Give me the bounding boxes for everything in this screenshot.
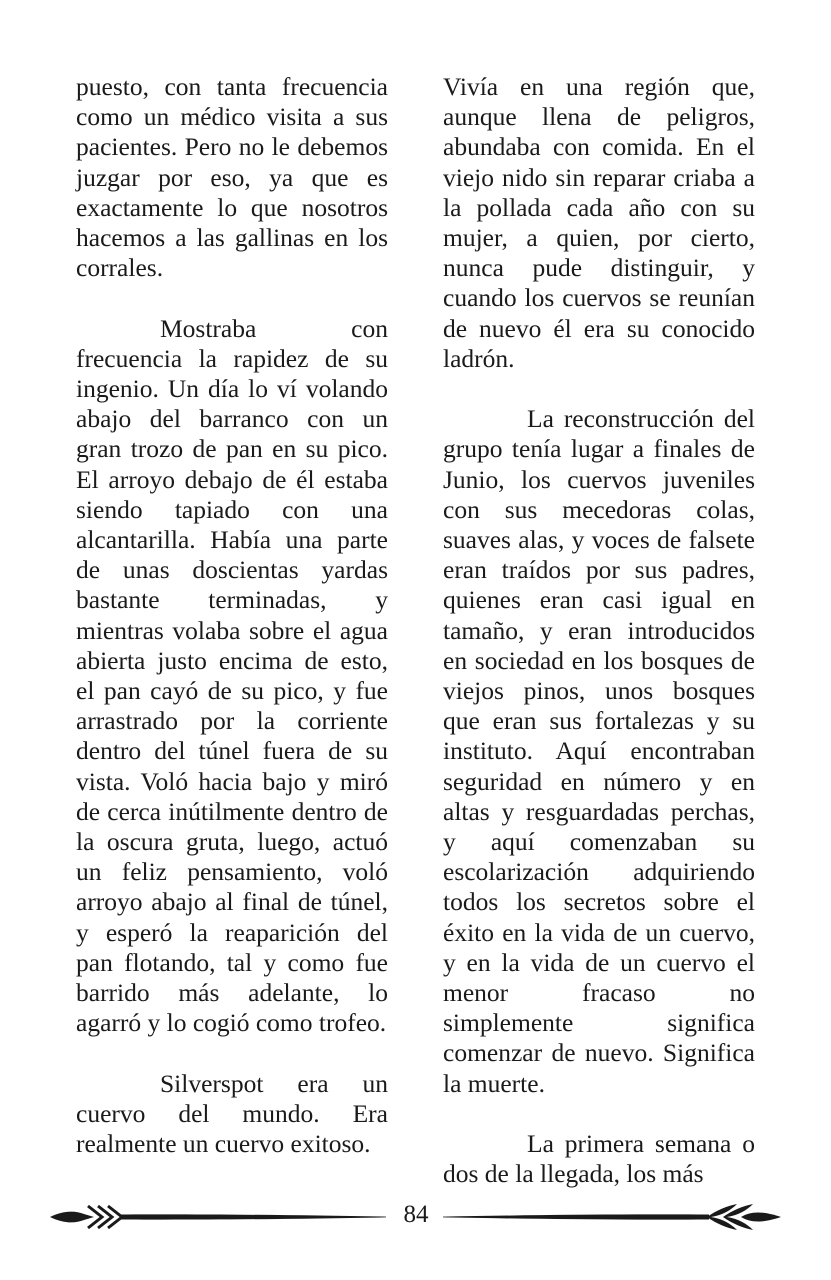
arrow-flourish-right-icon	[441, 1190, 783, 1244]
paragraph: puesto, con tanta frecuencia como un médico visita a sus pacientes. Pero no le debemos juzgar por eso, ya que es exactamente lo que nosotros hacemos a las gallinas en los corrales.	[76, 72, 388, 283]
left-column	[76, 72, 388, 1159]
page-footer	[0, 1190, 831, 1244]
paragraph: Silverspot era un cuervo del mundo. Era realmente un cuervo exitoso.	[76, 1068, 388, 1159]
right-column	[443, 72, 755, 1189]
paragraph: La reconstrucción del grupo tenía lugar a finales de Junio, los cuervos juveniles con sus mecedoras colas, suaves alas, y voces de falsete eran traídos por sus padres, quienes eran casi igual en tamaño, y eran introducidos en sociedad en los bosques de viejos pinos, unos bosques que eran sus fortalezas y su instituto. Aquí encontraban seguridad en número y en altas y resguardadas perchas, y aquí comenzaban su escolarización adquiriendo todos los secretos sobre el éxito en la vida de un cuervo, y en la vida de un cuervo el menor fracaso no simplemente significa comenzar de nuevo. Significa la muerte.	[443, 404, 755, 1098]
page-number: 84	[403, 1201, 429, 1228]
paragraph: La primera semana o dos de la llegada, los más	[443, 1129, 755, 1189]
paragraph: Vivía en una región que, aunque llena de peligros, abundaba con comida. En el viejo nido sin reparar criaba a la pollada cada año con su mujer, a quien, por cierto, nunca pude distinguir, y cuando los cuervos se reunían de nuevo él era su conocido ladrón.	[443, 72, 755, 373]
paragraph: Mostraba con frecuencia la rapidez de su ingenio. Un día lo ví volando abajo del barranco con un gran trozo de pan en su pico. El arroyo debajo de él estaba siendo tapiado con una alcantarilla. Había una parte de unas doscientas yardas bastante terminadas, y mientras volaba sobre el agua abierta justo encima de esto, el pan cayó de su pico, y fue arrastrado por la corriente dentro del túnel fuera de su vista. Voló hacia bajo y miró de cerca inútilmente dentro de la oscura gruta, luego, actuó un feliz pensamiento, voló arroyo abajo al final de túnel, y esperó la reaparición del pan flotando, tal y como fue barrido más adelante, lo agarró y lo cogió como trofeo.	[76, 313, 388, 1038]
arrow-flourish-left-icon	[48, 1190, 388, 1244]
